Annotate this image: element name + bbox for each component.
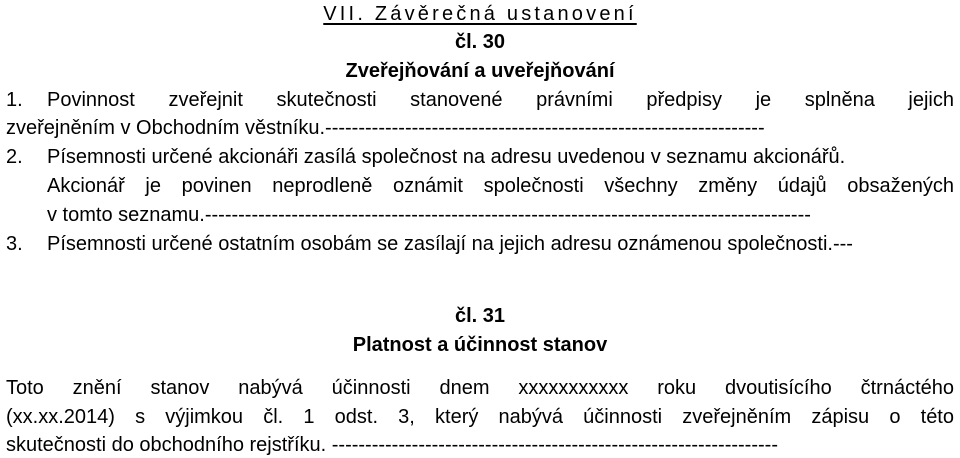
chapter-heading: VII. Závěrečná ustanovení [323,3,637,25]
item-1-line-1: Povinnost zveřejnit skutečnosti stanovené právními předpisy je splněna jejich [47,89,954,111]
item-1-line-2: zveřejněním v Obchodním věstníku.------------------------------------------------------------------ [6,117,765,139]
item-2-line-1: Písemnosti určené akcionáři zasílá společnost na adresu uvedenou v seznamu akcionářů. [47,146,846,168]
item-1-number: 1. [6,89,23,111]
item-2-line-3: v tomto seznamu.------------------------------------------------------------------------------------------- [47,204,811,226]
item-2-line-2: Akcionář je povinen neprodleně oznámit společnosti všechny změny údajů obsažených [47,175,954,197]
section-30-title: Zveřejňování a uveřejňování [345,60,615,82]
item-2-number: 2. [6,146,23,168]
section-31-line-3: skutečnosti do obchodního rejstříku. ------------------------------------------------------------------- [6,434,778,456]
section-31-title: Platnost a účinnost stanov [352,334,608,356]
item-3-number: 3. [6,233,23,255]
section-31-line-2: (xx.xx.2014) s výjimkou čl. 1 odst. 3, který nabývá účinnosti zveřejněním zápisu o této [6,406,954,428]
item-3-line-1: Písemnosti určené ostatním osobám se zasílají na jejich adresu oznámenou společnosti.--- [47,233,853,255]
section-30-number: čl. 30 [454,31,506,53]
section-31-number: čl. 31 [454,305,506,327]
section-31-line-1: Toto znění stanov nabývá účinnosti dnem xxxxxxxxxxx roku dvoutisícího čtrnáctého [6,377,954,399]
